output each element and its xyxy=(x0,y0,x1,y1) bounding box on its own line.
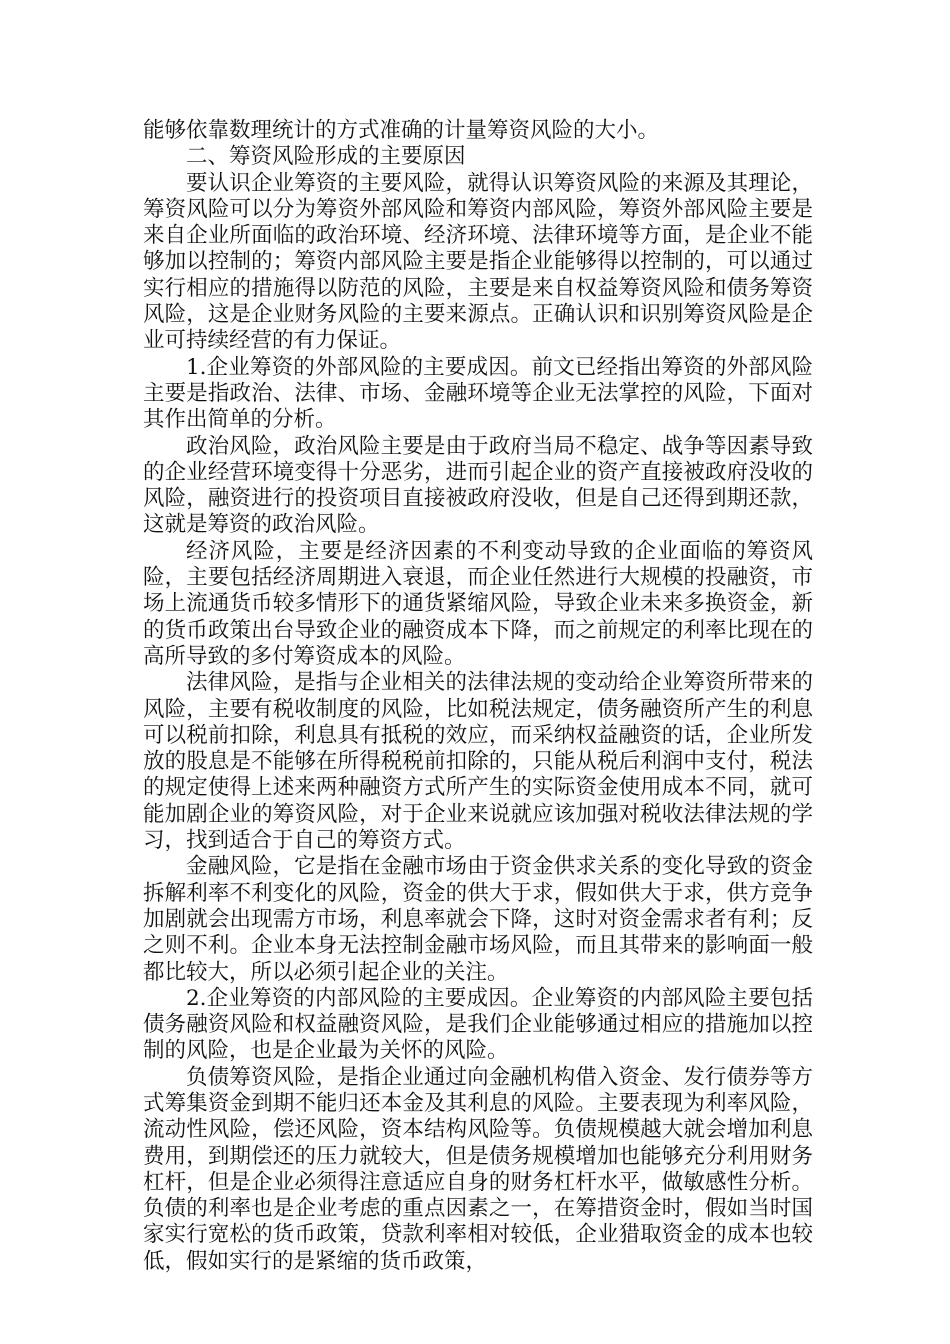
paragraph-financial-risk: 金融风险，它是指在金融市场由于资金供求关系的变化导致的资金拆解利率不利变化的风险，资金的供大于求，假如供大于求，供方竞争加剧就会出现需方市场，利息率就会下降，这时对资金需求者有利；反之则不利。企业本身无法控制金融市场风险，而且其带来的影响面一般都比较大，所以必须引起企业的关注。 xyxy=(143,854,813,985)
paragraph-external-risk: 1.企业筹资的外部风险的主要成因。前文已经指出筹资的外部风险主要是指政治、法律、市场、金融环境等企业无法掌控的风险，下面对其作出简单的分析。 xyxy=(143,354,813,433)
paragraph-internal-risk: 2.企业筹资的内部风险的主要成因。企业筹资的内部风险主要包括债务融资风险和权益融资风险，是我们企业能够通过相应的措施加以控制的风险，也是企业最为关怀的风险。 xyxy=(143,985,813,1064)
paragraph-continuation: 能够依靠数理统计的方式准确的计量筹资风险的大小。 xyxy=(143,118,660,143)
paragraph-debt-risk: 负债筹资风险，是指企业通过向金融机构借入资金、发行债券等方式筹集资金到期不能归还本金及其利息的风险。主要表现为利率风险，流动性风险，偿还风险，资本结构风险等。负债规模越大就会增加利息费用，到期偿还的压力就较大，但是债务规模增加也能够充分利用财务杠杆，但是企业必须得注意适应自身的财务杠杆水平，做敏感性分析。负债的利率也是企业考虑的重点因素之一，在筹措资金时，假如当时国家实行宽松的货币政策，贷款利率相对较低，企业猎取资金的成本也较低，假如实行的是紧缩的货币政策， xyxy=(143,1064,813,1274)
document-page xyxy=(143,118,813,1275)
paragraph-intro: 要认识企业筹资的主要风险，就得认识筹资风险的来源及其理论，筹资风险可以分为筹资外部风险和筹资内部风险，筹资外部风险主要是来自企业所面临的政治环境、经济环境、法律环境等方面，是企业不能够加以控制的；筹资内部风险主要是指企业能够得以控制的，可以通过实行相应的措施得以防范的风险，主要是来自权益筹资风险和债务筹资风险，这是企业财务风险的主要来源点。正确认识和识别筹资风险是企业可持续经营的有力保证。 xyxy=(143,170,813,354)
paragraph-economic-risk: 经济风险，主要是经济因素的不利变动导致的企业面临的筹资风险，主要包括经济周期进入衰退，而企业任然进行大规模的投融资，市场上流通货币较多情形下的通货紧缩风险，导致企业未来多换资金，新的货币政策出台导致企业的融资成本下降，而之前规定的利率比现在的高所导致的多付筹资成本的风险。 xyxy=(143,538,813,669)
section-heading: 二、筹资风险形成的主要原因 xyxy=(186,144,466,170)
paragraph-legal-risk: 法律风险，是指与企业相关的法律法规的变动给企业筹资所带来的风险，主要有税收制度的风险，比如税法规定，债务融资所产生的利息可以税前扣除，利息具有抵税的效应，而采纳权益融资的话，企业所发放的股息是不能够在所得税税前扣除的，只能从税后利润中支付，税法的规定使得上述来两种融资方式所产生的实际资金使用成本不同，就可能加剧企业的筹资风险，对于企业来说就应该加强对税收法律法规的学习，找到适合于自己的筹资方式。 xyxy=(143,670,813,854)
paragraph-political-risk: 政治风险，政治风险主要是由于政府当局不稳定、战争等因素导致的企业经营环境变得十分恶劣，进而引起企业的资产直接被政府没收的风险，融资进行的投资项目直接被政府没收，但是自己还得到期还款，这就是筹资的政治风险。 xyxy=(143,433,813,538)
